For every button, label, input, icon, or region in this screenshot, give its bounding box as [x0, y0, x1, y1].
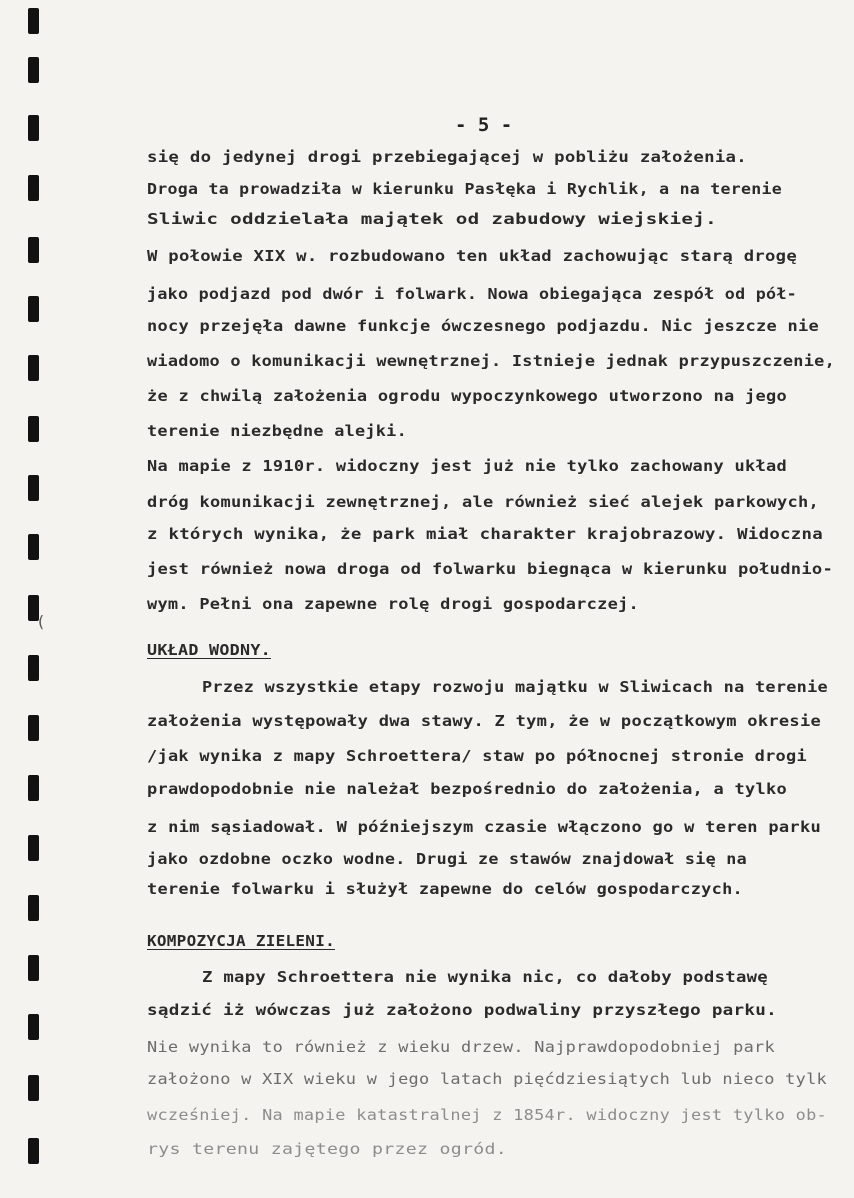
section-heading: KOMPOZYCJA ZIELENI.	[147, 932, 335, 950]
binder-hole	[28, 1138, 39, 1164]
text-line: terenie folwarku i służył zapewne do celów gospodarczych.	[147, 880, 743, 898]
text-line: Na mapie z 1910r. widoczny jest już nie tylko zachowany układ	[147, 457, 787, 475]
text-line: rys terenu zajętego przez ogród.	[147, 1140, 507, 1158]
text-line: W połowie XIX w. rozbudowano ten układ zachowując starą drogę	[147, 247, 798, 265]
page-number: - 5 -	[455, 114, 513, 136]
binder-hole	[28, 895, 39, 921]
section-heading: UKŁAD WODNY.	[147, 641, 271, 659]
text-line: Sliwic oddzielała majątek od zabudowy wiejskiej.	[147, 210, 717, 228]
binder-hole	[28, 8, 39, 34]
text-line: się do jedynej drogi przebiegającej w pobliżu założenia.	[147, 148, 747, 166]
text-line: że z chwilą założenia ogrodu wypoczynkowego utworzono na jego	[147, 387, 787, 405]
text-line: sądzić iż wówczas już założono podwaliny przyszłego parku.	[147, 1001, 777, 1019]
text-line: jest również nowa droga od folwarku biegnąca w kierunku południo-	[147, 560, 833, 578]
text-line: z których wynika, że park miał charakter krajobrazowy. Widoczna	[147, 525, 823, 543]
binder-hole	[28, 475, 39, 501]
text-line: /jak wynika z mapy Schroettera/ staw po północnej stronie drogi	[147, 747, 807, 765]
text-line: jako podjazd pod dwór i folwark. Nowa obiegająca zespół od pół-	[147, 285, 797, 303]
text-line: Przez wszystkie etapy rozwoju majątku w Sliwicach na terenie	[202, 678, 828, 696]
text-line: Nie wynika to również z wieku drzew. Najprawdopodobniej park	[147, 1038, 775, 1056]
binder-hole	[28, 1075, 39, 1101]
binder-hole	[28, 175, 39, 201]
punch-mark: (	[36, 612, 46, 631]
text-line: z nim sąsiadował. W późniejszym czasie włączono go w teren parku	[147, 818, 821, 836]
binder-hole	[28, 1014, 39, 1040]
text-line: założono w XIX wieku w jego latach pięćdziesiątych lub nieco tylk	[147, 1070, 827, 1088]
binder-holes	[0, 0, 60, 1198]
text-line: prawdopodobnie nie należał bezpośrednio do założenia, a tylko	[147, 780, 787, 798]
binder-hole	[28, 355, 39, 381]
binder-hole	[28, 57, 39, 83]
text-line: terenie niezbędne alejki.	[147, 422, 407, 440]
binder-hole	[28, 115, 39, 141]
binder-hole	[28, 775, 39, 801]
text-line: Droga ta prowadziła w kierunku Pasłęka i Rychlik, a na terenie	[147, 180, 782, 198]
text-line: wiadomo o komunikacji wewnętrznej. Istnieje jednak przypuszczenie,	[147, 352, 835, 370]
binder-hole	[28, 296, 39, 322]
binder-hole	[28, 416, 39, 442]
text-line: dróg komunikacji zewnętrznej, ale również sieć alejek parkowych,	[147, 493, 819, 511]
binder-hole	[28, 715, 39, 741]
binder-hole	[28, 835, 39, 861]
text-line: wcześniej. Na mapie katastralnej z 1854r. widoczny jest tylko ob-	[147, 1106, 827, 1124]
text-line: wym. Pełni ona zapewne rolę drogi gospodarczej.	[147, 595, 639, 613]
text-line: założenia występowały dwa stawy. Z tym, że w początkowym okresie	[147, 712, 821, 730]
text-line: Z mapy Schroettera nie wynika nic, co dałoby podstawę	[202, 968, 768, 986]
binder-hole	[28, 534, 39, 560]
binder-hole	[28, 237, 39, 263]
binder-hole	[28, 655, 39, 681]
binder-hole	[28, 955, 39, 981]
text-line: nocy przejęła dawne funkcje ówczesnego podjazdu. Nic jeszcze nie	[147, 317, 819, 335]
text-line: jako ozdobne oczko wodne. Drugi ze stawów znajdował się na	[147, 850, 747, 868]
